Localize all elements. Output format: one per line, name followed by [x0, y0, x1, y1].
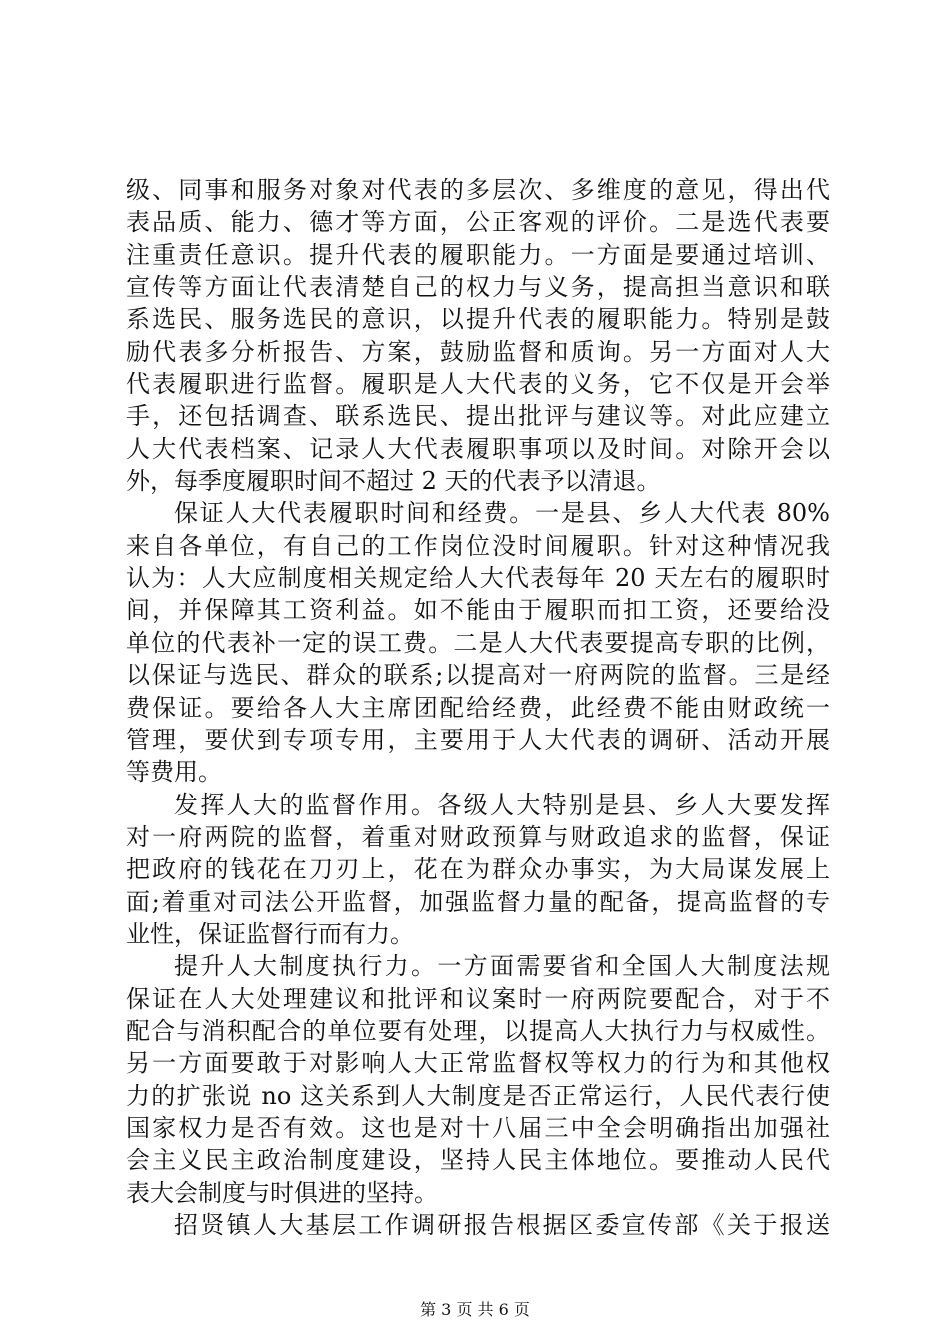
text-line: 力的扩张说 no 这关系到人大制度是否正常运行，人民代表行使: [126, 1081, 830, 1110]
text-line: 认为：人大应制度相关规定给人大代表每年 20 天左右的履职时: [126, 564, 830, 593]
text-line: 等费用。: [126, 758, 222, 787]
paragraph-start-line: 招贤镇人大基层工作调研报告根据区委宣传部《关于报送: [174, 1211, 830, 1239]
text-line: 系选民、服务选民的意识，以提升代表的履职能力。特别是鼓: [126, 305, 830, 334]
text-line: 面;着重对司法公开监督，加强监督力量的配备，提高监督的专: [126, 887, 830, 916]
text-line: 间，并保障其工资利益。如不能由于履职而扣工资，还要给没: [126, 596, 830, 625]
text-line: 励代表多分析报告、方案，鼓励监督和质询。另一方面对人大: [126, 337, 830, 366]
text-line: 管理，要伏到专项专用，主要用于人大代表的调研、活动开展: [126, 725, 830, 754]
text-line: 另一方面要敢于对影响人大正常监督权等权力的行为和其他权: [126, 1049, 830, 1078]
paragraph-start-line: 保证人大代表履职时间和经费。一是县、乡人大代表 80%: [174, 499, 830, 528]
text-line: 表大会制度与时俱进的坚持。: [126, 1178, 438, 1207]
page-number-footer: 第 3 页 共 6 页: [420, 1300, 530, 1319]
text-line: 来自各单位，有自己的工作岗位没时间履职。针对这种情况我: [126, 531, 830, 560]
text-line: 代表履职进行监督。履职是人大代表的义务，它不仅是开会举: [126, 370, 830, 399]
text-line: 外，每季度履职时间不超过 2 天的代表予以清退。: [126, 467, 661, 496]
text-line: 注重责任意识。提升代表的履职能力。一方面是要通过培训、: [126, 240, 830, 269]
text-line: 配合与消积配合的单位要有处理，以提高人大执行力与权威性。: [126, 1016, 830, 1045]
text-line: 表品质、能力、德才等方面，公正客观的评价。二是选代表要: [126, 208, 830, 237]
text-line: 保证在人大处理建议和批评和议案时一府两院要配合，对于不: [126, 984, 830, 1013]
text-line: 把政府的钱花在刀刃上，花在为群众办事实，为大局谋发展上: [126, 855, 830, 884]
body-text: [126, 174, 830, 1241]
paragraph-start-line: 发挥人大的监督作用。各级人大特别是县、乡人大要发挥: [174, 790, 830, 819]
paragraph-start-line: 提升人大制度执行力。一方面需要省和全国人大制度法规: [174, 952, 830, 981]
text-line: 以保证与选民、群众的联系;以提高对一府两院的监督。三是经: [126, 661, 830, 690]
text-line: 业性，保证监督行而有力。: [126, 919, 414, 948]
text-line: 手，还包括调查、联系选民、提出批评与建议等。对此应建立: [126, 402, 830, 431]
text-line: 级、同事和服务对象对代表的多层次、多维度的意见，得出代: [126, 176, 830, 204]
text-line: 单位的代表补一定的误工费。二是人大代表要提高专职的比例，: [126, 628, 830, 657]
text-line: 国家权力是否有效。这也是对十八届三中全会明确指出加强社: [126, 1113, 830, 1142]
text-line: 费保证。要给各人大主席团配给经费，此经费不能由财政统一: [126, 693, 830, 722]
text-line: 宣传等方面让代表清楚自己的权力与义务，提高担当意识和联: [126, 273, 830, 302]
text-line: 人大代表档案、记录人大代表履职事项以及时间。对除开会以: [126, 434, 830, 463]
text-line: 对一府两院的监督，着重对财政预算与财政追求的监督，保证: [126, 822, 830, 851]
text-line: 会主义民主政治制度建设，坚持人民主体地位。要推动人民代: [126, 1146, 830, 1175]
